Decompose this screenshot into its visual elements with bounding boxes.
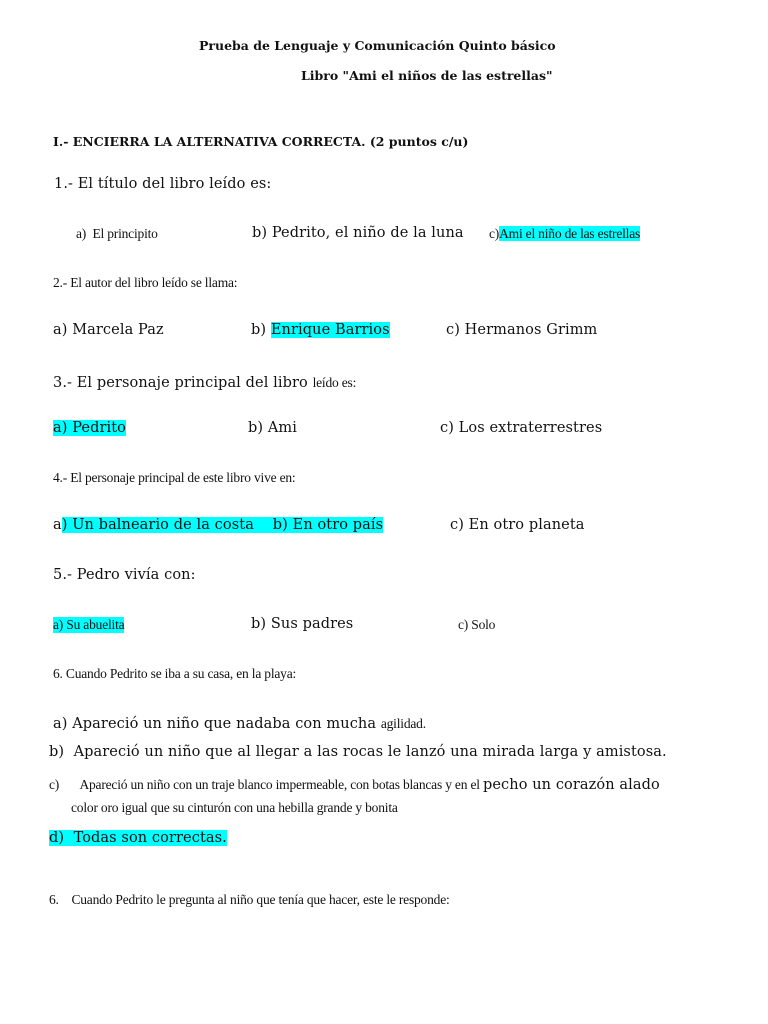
q2-option-b-highlight: Enrique Barrios bbox=[270, 322, 390, 338]
q3-option-a[interactable]: a) Pedrito bbox=[53, 420, 127, 436]
q3-option-b[interactable]: b) Ami bbox=[248, 420, 298, 436]
q6-option-c[interactable]: c) Apareció un niño con un traje blanco impermeable, con botas blancas y en el pecho un corazón alado bbox=[49, 777, 660, 793]
q2-option-a[interactable]: a) Marcela Paz bbox=[53, 322, 164, 338]
q2-option-b[interactable]: b) Enrique Barrios bbox=[251, 322, 390, 338]
q6-option-c-continued: color oro igual que su cinturón con una hebilla grande y bonita bbox=[71, 800, 398, 815]
question-2: 2.- El autor del libro leído se llama: bbox=[53, 275, 238, 290]
q1-option-b[interactable]: b) Pedrito, el niño de la luna bbox=[252, 225, 464, 241]
q5-option-b[interactable]: b) Sus padres bbox=[251, 616, 354, 632]
q4-option-c[interactable]: c) En otro planeta bbox=[450, 517, 585, 533]
q1-option-c[interactable]: c)Ami el niño de las estrellas bbox=[489, 226, 641, 241]
q6-option-d[interactable]: d) Todas son correctas. bbox=[49, 830, 227, 846]
question-4: 4.- El personaje principal de este libro vive en: bbox=[53, 470, 296, 485]
q4-option-a-highlight: ) Un balneario de la costa bbox=[61, 517, 254, 533]
q5-option-c[interactable]: c) Solo bbox=[458, 617, 496, 632]
question-7: 6. Cuando Pedrito le pregunta al niño que tenía que hacer, este le responde: bbox=[49, 892, 450, 907]
q3-option-c[interactable]: c) Los extraterrestres bbox=[440, 420, 603, 436]
q6-option-a[interactable]: a) Apareció un niño que nadaba con mucha agilidad. bbox=[53, 716, 426, 732]
question-5: 5.- Pedro vivía con: bbox=[53, 567, 196, 583]
page-title: Prueba de Lenguaje y Comunicación Quinto básico bbox=[199, 38, 556, 53]
question-3: 3.- El personaje principal del libro leído es: bbox=[53, 375, 357, 391]
book-subtitle: Libro "Ami el niños de las estrellas" bbox=[301, 68, 553, 83]
q4-option-b[interactable]: b) En otro país bbox=[272, 517, 384, 533]
q4-option-a[interactable]: a) Un balneario de la costa b) En otro país bbox=[53, 517, 384, 533]
question-1: 1.- El título del libro leído es: bbox=[54, 176, 272, 192]
q5-option-a[interactable]: a) Su abuelita bbox=[53, 617, 125, 632]
q1-option-a[interactable]: a) El principito bbox=[76, 226, 158, 241]
section-heading: I.- ENCIERRA LA ALTERNATIVA CORRECTA. (2 puntos c/u) bbox=[53, 134, 469, 149]
question-6: 6. Cuando Pedrito se iba a su casa, en la playa: bbox=[53, 666, 297, 681]
q6-option-b[interactable]: b) Apareció un niño que al llegar a las rocas le lanzó una mirada larga y amistosa. bbox=[49, 744, 667, 760]
q2-option-c[interactable]: c) Hermanos Grimm bbox=[446, 322, 598, 338]
q1-option-c-highlight: Ami el niño de las estrellas bbox=[499, 226, 641, 241]
